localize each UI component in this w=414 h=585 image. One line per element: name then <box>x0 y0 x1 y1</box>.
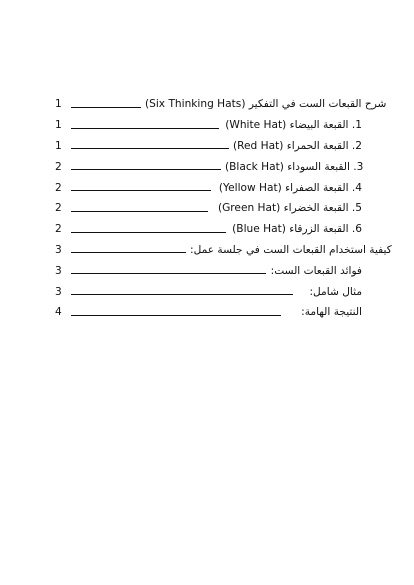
toc-leader-line <box>71 273 266 274</box>
toc-leader-line <box>71 294 293 295</box>
toc-entry[interactable] <box>55 260 362 281</box>
toc-title: 2. القبعة الحمراء (Red Hat) <box>233 139 363 152</box>
toc-page-number: 1 <box>55 98 62 111</box>
toc-title: مثال شامل: <box>309 285 362 298</box>
toc-title: 4. القبعة الصفراء (Yellow Hat) <box>218 181 362 194</box>
toc-leader-line <box>71 148 229 149</box>
toc-entry[interactable] <box>55 302 362 323</box>
toc-entry[interactable] <box>55 136 362 157</box>
toc-page-number: 4 <box>55 306 62 319</box>
toc-title: 6. القبعة الزرقاء (Blue Hat) <box>232 223 362 236</box>
toc-leader-line <box>71 169 221 170</box>
toc-entry[interactable] <box>55 94 387 115</box>
toc-entry[interactable] <box>55 219 362 240</box>
toc-leader-line <box>71 107 141 108</box>
toc-page-number: 1 <box>55 139 62 152</box>
toc-title: كيفية استخدام القبعات الست في جلسة عمل: <box>190 243 392 256</box>
toc-page-number: 2 <box>55 160 62 173</box>
toc-leader-line <box>71 232 226 233</box>
toc-leader-line <box>71 252 186 253</box>
toc-page-number: 3 <box>55 285 62 298</box>
toc-entry[interactable] <box>55 281 362 302</box>
toc-title: 3. القبعة السوداء (Black Hat) <box>225 160 364 173</box>
toc-entry[interactable] <box>55 198 362 219</box>
toc-title: فوائد القبعات الست: <box>270 264 362 277</box>
toc-page-number: 2 <box>55 181 62 194</box>
toc-leader-line <box>71 190 211 191</box>
toc-leader-line <box>71 128 219 129</box>
toc-entry[interactable] <box>55 156 362 177</box>
toc-page-number: 1 <box>55 119 62 132</box>
toc-page-number: 2 <box>55 223 62 236</box>
toc-title: 5. القبعة الخضراء (Green Hat) <box>217 202 362 215</box>
toc-title: النتيجة الهامة: <box>301 306 362 319</box>
toc-leader-line <box>71 315 281 316</box>
toc-page-number: 2 <box>55 202 62 215</box>
toc-title: شرح القبعات الست في التفكير (Six Thinking Hats) <box>145 98 387 111</box>
table-of-contents <box>55 94 392 323</box>
toc-entry[interactable] <box>55 177 362 198</box>
toc-page-number: 3 <box>55 243 62 256</box>
toc-page-number: 3 <box>55 264 62 277</box>
toc-title: 1. القبعة البيضاء (White Hat) <box>225 119 362 132</box>
toc-entry[interactable] <box>55 115 362 136</box>
toc-entry[interactable] <box>55 240 392 261</box>
toc-leader-line <box>71 211 208 212</box>
